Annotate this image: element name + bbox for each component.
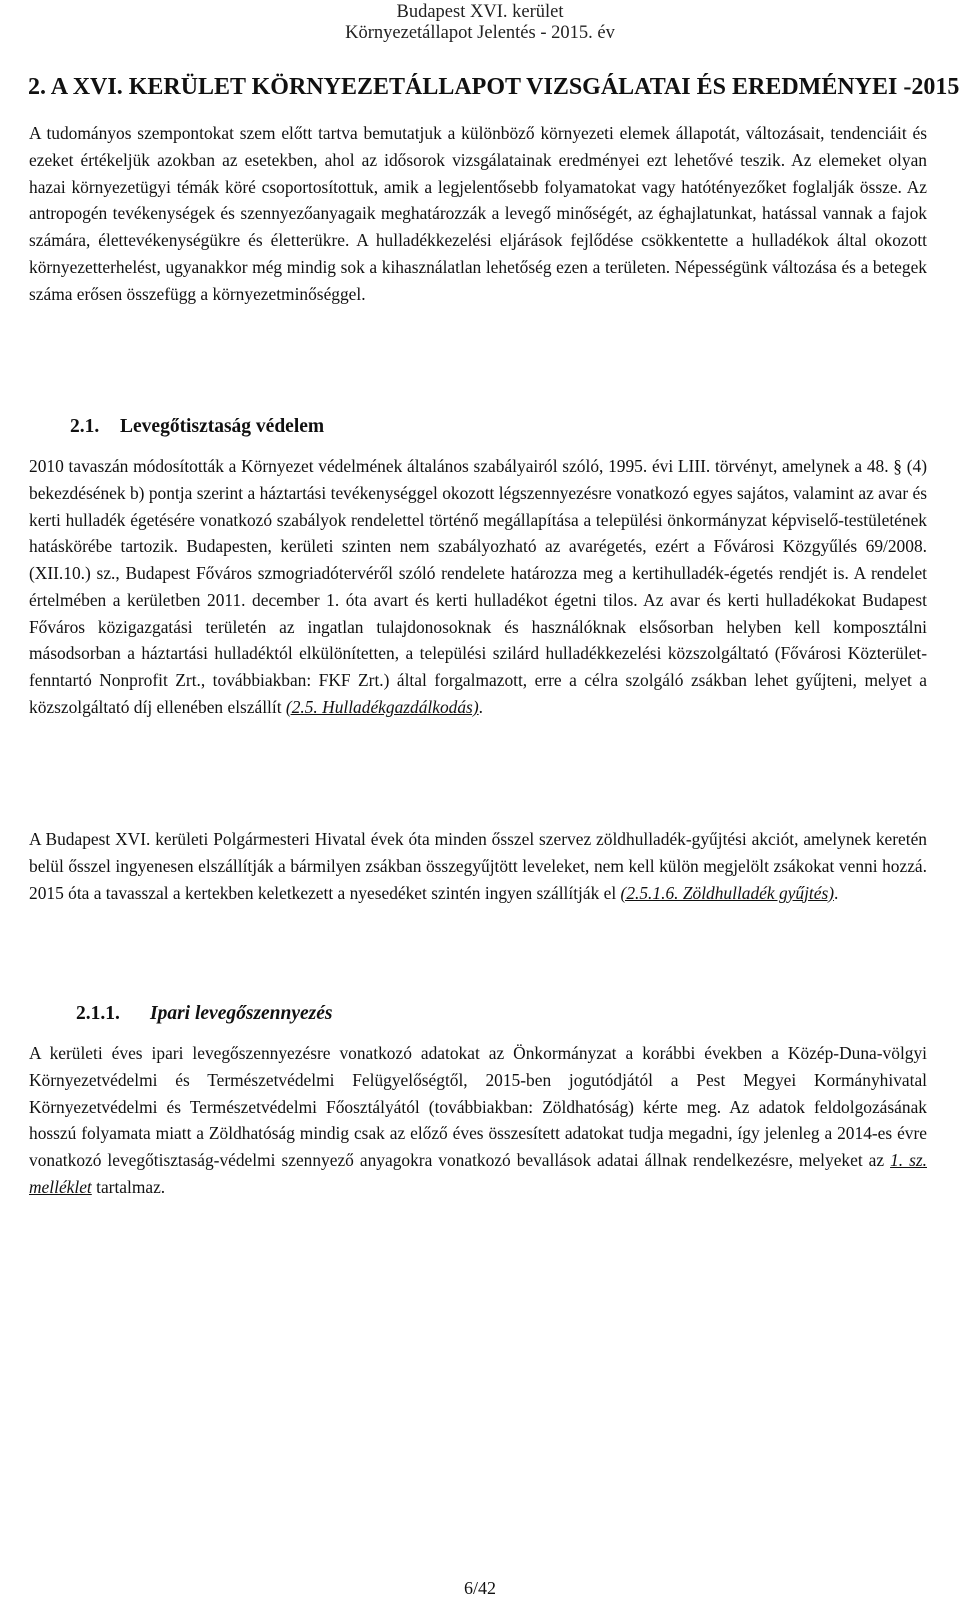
- header-line-1: Budapest XVI. kerület: [396, 2, 564, 22]
- intro-paragraph: A tudományos szempontokat szem előtt tartva bemutatjuk a különböző környezeti elemek állapotát, változásait, tendenciáit és ezeket értékeljük azokban az esetekben, ahol az idősorok vizsgálatainak eredményei ezt lehetővé teszik. Az elemeket olyan hazai környezetügyi témák köré csoportosítottuk, amik a legjelentősebb folyamatokat vagy hatótényezőket foglalják össze. Az antropogén tevékenységek és szennyezőanyagaik meghatározzák a levegő minőségét, az éghajlatunkat, hatással vannak a fajok számára, élettevékenységükre és életterükre. A hulladékkezelési eljárások fejlődése csökkentette a hulladékok által okozott környezetterhelést, ugyanakkor még mindig sok a kihasználatlan lehetőség ezen a területen. Népességünk változása és a betegek száma erősen összefügg a környezetminőséggel.: [29, 123, 927, 304]
- page-number: 6/42: [463, 1578, 496, 1598]
- paragraph-industrial-pollution: [29, 1040, 927, 1201]
- cross-reference-link[interactable]: (2.5. Hulladékgazdálkodás): [285, 696, 479, 717]
- paragraph-end: .: [478, 696, 483, 717]
- cross-reference-link[interactable]: 1. sz. melléklet: [29, 1150, 927, 1197]
- chapter-title-text: A XVI. KERÜLET KÖRNYEZETÁLLAPOT VIZSGÁLATAI ÉS EREDMÉNYEI -2015: [50, 74, 960, 100]
- header-line-2: Környezetállapot Jelentés - 2015. év: [345, 23, 615, 43]
- cross-reference-link[interactable]: (2.5.1.6. Zöldhulladék gyűjtés): [620, 882, 835, 903]
- paragraph-end: .: [834, 882, 839, 903]
- paragraph-text: 2010 tavaszán módosították a Környezet védelmének általános szabályairól szóló, 1995. évi LIII. törvényt, amelynek a 48. § (4) bekezdésének b) pontja szerint a háztartási tevékenységgel okozott légszennyezésre vonatkozó egyes sajátos, valamint az avar és kerti hulladék égetésére vonatkozó szabályok rendelettel történő megállapítása a települési önkormányzat képviselő-testületének hatáskörébe tartozik. Budapesten, kerületi szinten nem szabályozható az avarégetés, ezért a Fővárosi Közgyűlés 69/2008. (XII.10.) sz., Budapest Főváros szmogriadótervéről szóló rendelete határozza meg a kertihulladék-égetés rendjét is. A rendelet értelmében a kerületben 2011. december 1. óta avart és kerti hulladékot égetni tilos. Az avar és kerti hulladékokat Budapest Főváros közigazgatási területén az ingatlan tulajdonosoknak és használóknak elsősorban helyben kell komposztálni másodsorban a háztartási hulladéktól elkülönítetten, a települési szilárd hulladékkezelési közszolgáltató (Fővárosi Közterület-fenntartó Nonprofit Zrt., továbbiakban: FKF Zrt.) által forgalmazott, erre a célra szolgáló zsákban lehet gyűjteni, melyet a közszolgáltató díj ellenében elszállít: [29, 456, 927, 717]
- paragraph-text: A Budapest XVI. kerületi Polgármesteri Hivatal évek óta minden ősszel szervez zöldhulladék-gyűjtési akciót, amelynek keretén belül ősszel ingyenesen elszállítják a bármilyen zsákban összegyűjtött leveleket, nem kell külön megjelölt zsákokat venni hozzá. 2015 óta a tavasszal a kertekben keletkezett a nyesedéket szintén ingyen szállítják el: [29, 829, 927, 903]
- section-title: Ipari levegőszennyezés: [150, 1003, 333, 1024]
- paragraph-air-regulation: [29, 453, 927, 721]
- running-header: [0, 2, 960, 44]
- paragraph-green-waste: [29, 826, 927, 906]
- section-number: 2.1.: [70, 416, 100, 437]
- section-title: Levegőtisztaság védelem: [120, 416, 325, 437]
- section-heading-2-1-1: [76, 1001, 333, 1027]
- chapter-number: 2.: [28, 74, 46, 100]
- paragraph-end: tartalmaz.: [91, 1176, 166, 1197]
- section-number: 2.1.1.: [76, 1003, 120, 1024]
- section-heading-2-1: [70, 414, 324, 440]
- chapter-title: [28, 72, 960, 102]
- paragraph-text: A kerületi éves ipari levegőszennyezésre vonatkozó adatokat az Önkormányzat a korábbi években a Közép-Duna-völgyi Környezetvédelmi és Természetvédelmi Felügyelőségtől, 2015-ben jogutódjától a Pest Megyei Kormányhivatal Környezetvédelmi és Természetvédelmi Főosztályától (továbbiakban: Zöldhatóság) kérte meg. Az adatok feldolgozásának hosszú folyamata miatt a Zöldhatóság mindig csak az előző éves összesített adatokat tudja megadni, így jelenleg a 2014-es évre vonatkozó levegőtisztaság-védelmi szennyező anyagokra vonatkozó bevallások adatai állnak rendelkezésre, melyeket az: [29, 1043, 927, 1170]
